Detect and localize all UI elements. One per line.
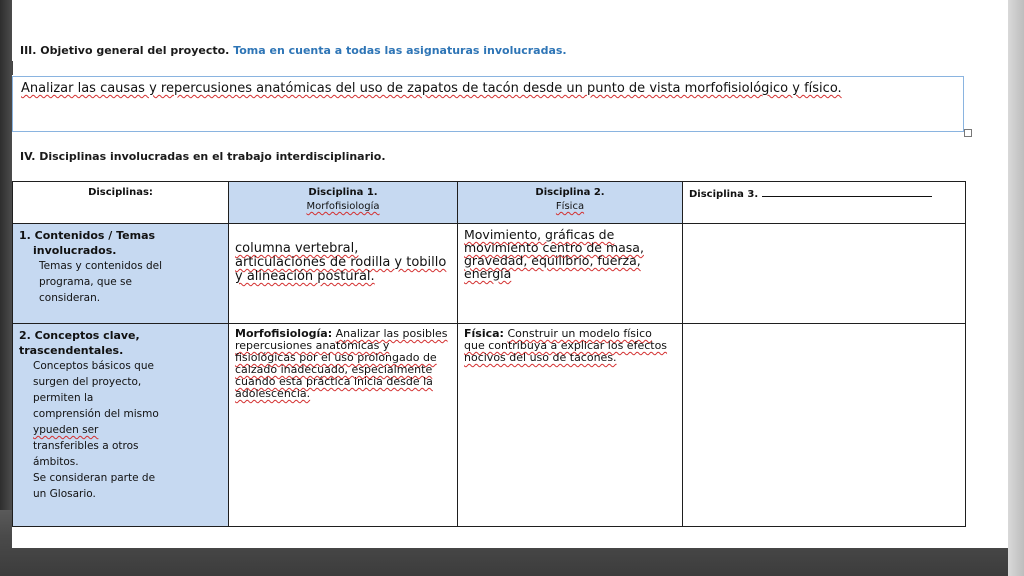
row-2-desc-7: ámbitos. — [33, 456, 79, 468]
row-2-disciplina-2-lead: Física: — [464, 327, 504, 340]
row-2-disciplina-1-text: Analizar las posibles repercusiones anatómicas y fisiológicas por el uso prolongado de calzado inadecuado, especialmente cuando esta práctica inicia desde la adolescencia. — [235, 327, 448, 400]
blank-fill-line — [762, 186, 932, 197]
header-disciplinas-label: Disciplinas: — [88, 187, 153, 198]
row-2-label-cell — [13, 324, 229, 527]
header-disciplinas — [13, 182, 229, 224]
row-1-disciplina-2-text: Movimiento, gráficas de movimiento centro de masa, gravedad, equilibrio, fuerza, energía — [464, 227, 644, 281]
header-disciplina-1-title: Disciplina 1. — [308, 187, 378, 198]
header-disciplina-3 — [683, 182, 966, 224]
table-header-row — [13, 182, 966, 224]
header-disciplina-3-title: Disciplina 3. — [689, 189, 759, 200]
header-disciplina-1-subject: Morfofisiología — [306, 201, 380, 212]
row-2-disciplina-2-text: Construir un modelo físico que contribuya a explicar los efectos nocivos del uso de tacones. — [464, 327, 668, 364]
row-2-desc-4: comprensión del mismo — [33, 408, 159, 420]
row-1-title-2: involucrados. — [33, 244, 117, 257]
objective-text-box[interactable] — [12, 76, 964, 132]
table-row — [13, 224, 966, 324]
objective-text: Analizar las causas y repercusiones anatómicas del uso de zapatos de tacón desde un punto de vista morfofisiológico y físico. — [21, 81, 842, 96]
row-1-label-cell — [13, 224, 229, 324]
row-1-desc-1: Temas y contenidos del — [39, 260, 163, 272]
slide-right-edge — [1008, 0, 1024, 576]
text-cursor — [12, 61, 13, 75]
row-2-disciplina-3-cell[interactable] — [683, 324, 966, 527]
row-2-desc-1: Conceptos básicos que — [33, 360, 154, 372]
row-2-title-2: trascendentales. — [19, 344, 124, 357]
header-disciplina-2-title: Disciplina 2. — [535, 187, 605, 198]
row-1-desc-3: consideran. — [39, 292, 101, 304]
row-2-desc-3: permiten la — [33, 392, 94, 404]
row-1-disciplina-3-cell[interactable] — [683, 224, 966, 324]
row-1-disciplina-1-cell[interactable] — [229, 224, 458, 324]
row-2-title: 2. Conceptos clave, — [19, 329, 140, 342]
section-4-heading: IV. Disciplinas involucradas en el trabajo interdisciplinario. — [20, 150, 386, 163]
table-row — [13, 324, 966, 527]
header-disciplina-1 — [229, 182, 458, 224]
header-disciplina-2-subject: Física — [555, 201, 585, 212]
row-2-desc-8: Se consideran parte de — [33, 472, 156, 484]
section-3-heading — [20, 44, 567, 57]
row-2-disciplina-1-lead: Morfofisiología: — [235, 327, 333, 340]
header-disciplina-2 — [458, 182, 683, 224]
resize-handle[interactable] — [964, 129, 972, 137]
row-2-desc-9: un Glosario. — [33, 488, 96, 500]
row-1-desc-2: programa, que se — [39, 276, 132, 288]
section-3-note: Toma en cuenta a todas las asignaturas involucradas. — [233, 44, 567, 57]
row-2-disciplina-2-cell[interactable] — [458, 324, 683, 527]
row-2-desc-2: surgen del proyecto, — [33, 376, 142, 388]
document-page — [12, 0, 1008, 548]
row-1-disciplina-2-cell[interactable] — [458, 224, 683, 324]
slide-left-edge — [0, 0, 12, 576]
section-3-title: III. Objetivo general del proyecto. — [20, 44, 230, 57]
row-2-desc-6: transferibles a otros — [33, 440, 139, 452]
row-1-disciplina-1-text: columna vertebral, articulaciones de rodilla y tobillo y alineación postural. — [235, 241, 447, 284]
row-2-desc-5: ypueden ser — [33, 424, 99, 436]
disciplines-table — [12, 181, 966, 527]
row-2-disciplina-1-cell[interactable] — [229, 324, 458, 527]
row-1-title: 1. Contenidos / Temas — [19, 229, 156, 242]
